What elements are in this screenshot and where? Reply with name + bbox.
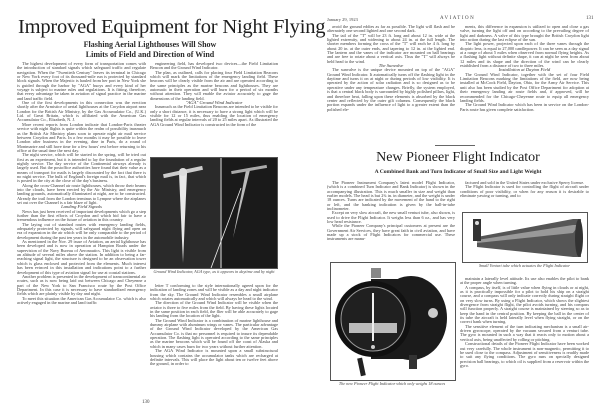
paragraph: avoid the ground eddies as far as possible. The light will flash and be alternately one second lighted and one second dark. — [327, 25, 455, 34]
paragraph: The direction of the Ground Wind Indicator will be visible when the aviator is three to five miles from the field. By having these lights located in the same position in each field, the flier will be able accurately to gage his landing from the location of the light. — [150, 300, 278, 319]
paragraph: Except on very slow aircraft, the new small venturi tube, also shown, is used to drive the Flight Indicator. It weighs less than 6 oz., and has very low head resistance. — [327, 210, 455, 225]
paragraph: The Ground Wind Indicator which has been in service on the London-Paris route has given complete satisfaction. — [460, 102, 589, 112]
paragraph: The night service, which will be started in the spring, will be tried out first as an experiment, but it is intended to lay the foundation of a regular nightly service. The day service of the Continental airways already is largely used. But the postoffice authorities have found that their value as a means of transport for mails is largely discounted by the fact that there is no night service. The bulk of England's foreign mail is, in fact, that which is posted in the city at the close of the day's business. — [17, 152, 146, 184]
paragraph: engineering field, has developed two devices—the Field Limitation Beacon and the Ground Wind Indicator. — [150, 62, 278, 71]
section-heading: Installation at Dayton Field — [498, 67, 551, 73]
left-page-column-1 — [17, 62, 146, 400]
paragraph: The sunvalve is the unique device mounted on top of the "AGA" Ground Wind Indicator. It automatically turns off the flashing light in the daytime and turns it on at night or during periods of low visibility. It is operated by the action of solar radiation and is so designed as to be operative under any temperature changes. Briefly, the system employed, is that a central black body is surrounded by highly polished pillars, light, and therefore heat, falling upon these elements is absorbed by the black center and reflected by the outer gilt columns. Consequently the black portion expands under the influence of light to a greater extent than the polished ele- — [327, 67, 455, 112]
left-page-number: 130 — [142, 400, 150, 405]
venturi-tube-illustration — [463, 213, 587, 262]
left-page-column-2-bottom — [150, 284, 278, 400]
right-page-number: 131 — [586, 16, 594, 21]
paragraph: News has just been received of important developments which go a step further than the first efforts of Croydon and which bid fair to have a tremendous influence on the future of aviation in this country. — [17, 208, 146, 223]
paragraph: The AGA Wind Indicator is mounted upon a small substructural housing which contains the accumulator tanks which are recharged at definite intervals. This will place the light about ten or twelve feet above the ground, in order to — [150, 348, 278, 367]
venturi-tube-photo — [462, 212, 588, 263]
ground-wind-indicator-photo — [150, 157, 278, 269]
paragraph: The Pioneer Instrument Company's latest model Flight Indicator, (which is a combined Turn Indicator and Bank Indicator) is shown in the accompanying illustration. This is much smaller in size and weight than earlier models. The head is but 2¾ in. in diameter, and the weight is under 18 ounces. Turns are indicated by the movement of the hand to the right or left, and the banking indication is given by the ball-in-tube inclinometer. — [327, 181, 455, 212]
article2-column-2-top — [460, 181, 589, 209]
paragraph: One of the first developments in this connection was the erection shortly after the Armistice of aerial lighthouses at the Croydon airport near London for the British Air Ministry, by the Gas Accumulator Co., (U.K.) Ltd. of Great Britain, which is affiliated with the American Gas Accumulator Co., Elizabeth, N. J. — [17, 100, 146, 123]
flight-indicator-photo — [330, 262, 456, 381]
paragraph: The light power, projected upon each of the three vanes through the dioptric lens, is equal to 27,000 candlepower. It can be seen as a day signal at a range of about 5 miles when observed from normal flying heights. As a flashing light without definite shape, it can at night be seen from about 12 miles and its shape and the direction of the wind can be clearly established from a distance of two to three miles. — [460, 41, 589, 69]
article2-subtitle: A Combined Bank and Turn Indicator of Small Size and Light Weight — [374, 169, 542, 175]
paragraph: The highest development of every form of transportation comes with the introduction of standard signals which safeguard traffic and regulate navigation. When the "Twentieth Century" leaves its terminal in Chicago or New York every foot of its thousand-mile run is protected by standard block signals. When the Majestic is hauled from her port in New York she is guided through the harbor by "AGA" buoys and every kind of her voyage is subject to marine rules and regulations. It is fitting, therefore, that every advantage be taken in aviation of signal practice in the marine and land traffic field. — [17, 62, 146, 101]
paragraph: More recent reports from London indicate that London-Paris theater service with night flights is quite within the realm of possibility inasmuch as the British Air Ministry plans soon to operate night air mail service between Croydon and Paris. In a few months it may be possible to leave London after business in the evening, dine in Paris, do a round of Montmartre and still have time for a few hours' rest before returning to his office at the usual time the next day. — [17, 121, 146, 153]
article-divider — [435, 145, 475, 146]
paragraph: factured and sold in the United States under exclusive Sperry license. — [465, 181, 585, 185]
flight-indicator-illustration — [331, 263, 455, 380]
section-heading: Landing Field Signals — [61, 204, 102, 210]
paragraph: To meet this situation the American Gas Accumulator Co. which is also actively engaged in the marine and land traffic — [17, 295, 146, 305]
paragraph: As mentioned in the Nov. 29 issue of Aviation, an aerial lighthouse has been developed and is now in operation at Hampton Roads under the supervision of the Navy Bureau of Aeronautics. This light is visible from an altitude of several miles above the station. In addition to being a far-reaching signal light, the structure is designed to be an observation tower which is glass enclosed and protected from the elements. Much interest has been evinced in this installation and indications point to a further development of this type of aviation signal for use at coastal stations. — [17, 239, 146, 275]
paragraph: letter T conforming to the style internationally agreed upon for the indication of landing zones and will be visible as a day and night indicator from the sky. The Ground Wind Indicator resembles a small airplane which rotates automatically and which will always be head to the wind. — [150, 284, 278, 302]
paragraph: The tail of the "T" will be 23 ft. long and about 12 in. wide at the lighted extremity, and widening to about 24 in. at the full length. The shorter members forming the cross of the "T" will each be 4 ft. long by about 20 in. at the outer ends, and tapering to 12 in. at the lighted end. The lantern and the vanes of the indicator are mounted on ball bearings and are free to rotate about a vertical axis. Thus the "T" will always be held head to the wind. — [327, 32, 455, 64]
header-date: January 29, 1923 — [327, 17, 358, 22]
subtitle-line-2: Limits of Field and Direction of Wind — [85, 49, 215, 59]
left-page-column-2-top — [150, 62, 278, 156]
ground-wind-indicator-caption: Ground Wind Indicator, AGA type, as it appears in daytime and by night — [153, 269, 275, 274]
section-heading: "AGA" Ground Wind Indicator — [185, 100, 243, 106]
article2-column-1 — [327, 181, 455, 259]
paragraph: The plan, as outlined, calls for placing four Field Limitation Beacons which will mark the limitations of the emergency landing field. These beacons will be clearly visible from the air and are operated according to the same principles as the marine beacons and lighthouses. They are automatic in their operation and will burn for a period of six months without attention. They will enable the aviator accurately to gage the dimensions of the landing field. — [150, 69, 278, 101]
paragraph: The laying out of standard routes with emergency landing fields, adequately protected by signals, will safeguard night flying and open an era of expansion in the air which will be only comparable to the period of development during the past ten years in the automobile industry. — [17, 221, 146, 240]
venturi-tube-caption: Small Venturi tube which actuates the Flight Indicator — [478, 263, 571, 268]
article2-title: New Pioneer Flight Indicator — [376, 150, 540, 165]
paragraph: ments, this difference in expansion is utilized to open and close a gas valve, turning the light off and on according to the prevailing degree of light and darkness. A valve of this type brought the British Croydon light into action during the last eclipse of the sun. — [460, 25, 589, 43]
subtitle-line-1: Flashing Aerial Lighthouses Will Show — [83, 40, 217, 49]
article-title: Improved Equipment for Night Flying — [18, 16, 326, 38]
paragraph: Along the cross-Channel air route lighthouses, which throw their beams into the clouds, have been erected by the Air Ministry, and emergency landing grounds, automatically illuminated at night, are to be constructed. Already the trail from the London terminus to Lympne where the airplanes set out over the Channel is a fair blaze of light. — [17, 182, 146, 205]
paragraph: While the Pioneer Company's principal customers at present are the Government Air Services, they have great faith in civil aviation, and have made up a stock of Flight Indicators for commercial use. These instruments are manu- — [327, 223, 455, 242]
paragraph: Another problem is presented in the development of transcontinental air routes, such as is now being laid out between Chicago and Cheyenne a part of the New York to San Francisco route by the Post Office Department. In this case it is necessary to have standardized emergency fields which are plainly visible by day and night. — [17, 273, 146, 297]
right-page-column-2-top — [460, 25, 589, 141]
paragraph: maintain a laterally level attitude. Its use also enables the pilot to bank at the proper angle when turning. — [460, 277, 589, 286]
article-subtitle — [60, 40, 240, 59]
header-publication: AVIATION — [440, 16, 476, 21]
paragraph: The Ground Wind Indicator, together with the set of four Field Limitation Beacons marking the limitations of the field, are now being installed at McCook Field, Dayton, Ohio, for the Army Air Service. This unit also has been studied by the Post Office Department for adoption at their emergency landing air route fields and, if approved, will be recommended for the Chicago-Cheyenne route to equip all emergency landing fields. — [460, 71, 589, 103]
paragraph: A compass, by itself, is of little value when flying in clouds or at night, as it is practically impossible for a pilot to hold his ship on a straight course, and a compass will only indicate correctly during straight flight or on very slow turns. By using a Flight Indicator, which shows the slightest divergence from straight flight, the pilot avoids turning, and his compass will function properly. A straight course is maintained by steering so as to keep the hand in the central position. By keeping the ball in the center of its tube the aircraft is held laterally level when flying straight, or on the correct bank when turning. — [460, 284, 589, 325]
section-heading: The Sunvalve — [378, 63, 404, 69]
article2-column-2-bottom — [460, 277, 589, 395]
flight-indicator-caption: The new Pioneer Flight Indicator which only weighs 18 ounces — [338, 381, 446, 386]
paragraph: Constructional details of the Pioneer Flight Indicator have been worked out very carefully. The whole instrument is non-magnetic, permitting it to be used close to the compass. Adjustment of sensitiveness is readily made to suit any flying conditions. The gyro runs on specially designed precision ball bearings, to which oil is supplied from a reservoir within the gyro. — [460, 341, 589, 368]
paragraph: The Flight Indicator is used for controlling the flight of aircraft under conditions of poor visibility, or when for any reason it is desirable to eliminate yawing or turning, and to — [460, 184, 589, 199]
paragraph: The sensitive element of the turn indicating mechanism is a small air-driven gyroscope, operated by the vacuum secured from a venturi tube. The gyro is mounted in such a way that it reacts only to motion about a vertical axis, being unaffected by rolling or pitching. — [460, 323, 589, 342]
paragraph: The Ground Wind Indicator is a combination of marine lighthouse and dummy airplane with aluminum wings or vanes. The particular advantage of the Ground Wind Indicator developed by the American Gas Accumulator Co. is that no personnel is required to insure its dependable operation. The flashing light is operated according to the same principles as the marine beacons which will be found off the coast of Alaska and which in many cases burn for two years without further attention. — [150, 317, 278, 349]
wind-indicator-illustration — [151, 158, 277, 268]
paragraph: Inasmuch as the Field Limitation Beacons are intended to be visible for only a short distance, it is necessary to have a strong light which will be visible for 12 or 15 miles, thus enabling the location of emergency landing fields at regular intervals of 20 to 25 miles apart. As illustrated the AGA Ground Wind Indicator is constructed in the form of the — [150, 104, 278, 127]
right-page-column-1-top — [327, 25, 455, 141]
